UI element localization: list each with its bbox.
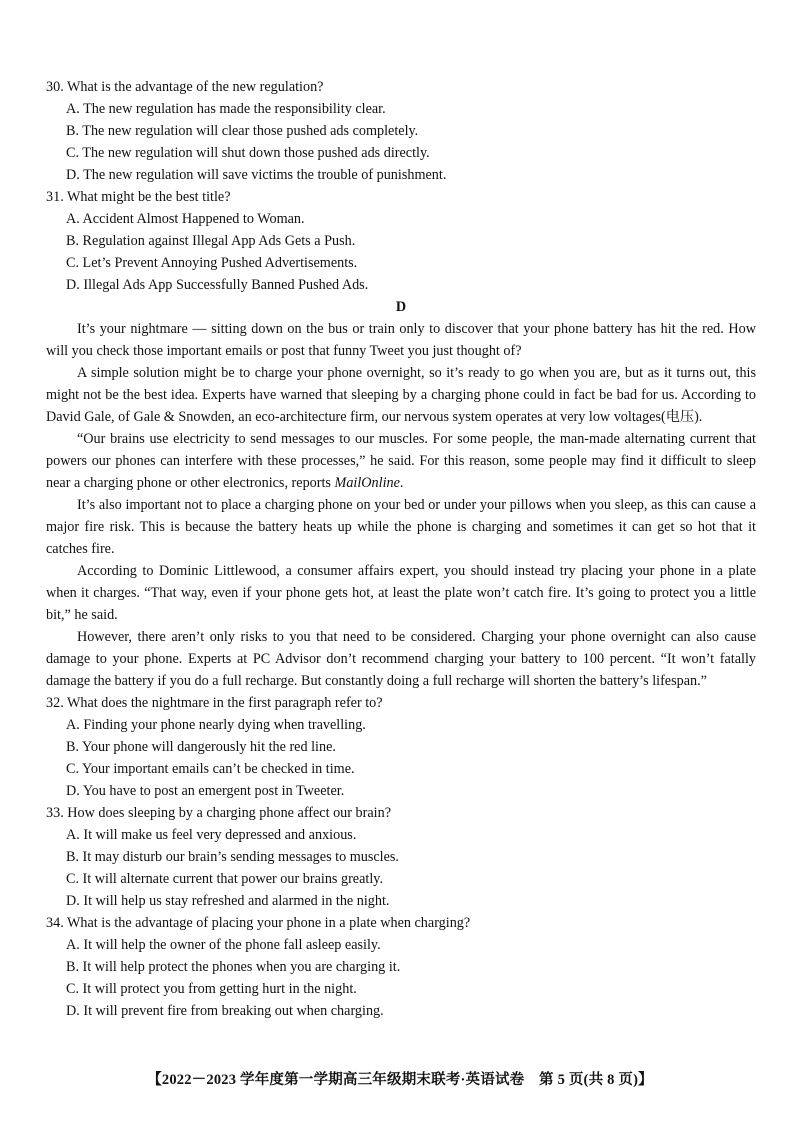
option-c: C. Let’s Prevent Annoying Pushed Advertisements.	[66, 255, 358, 271]
option-c: C. It will protect you from getting hurt in the night.	[66, 981, 357, 997]
question-33	[46, 802, 756, 912]
passage-heading: D	[395, 299, 407, 315]
option-d: D. It will help us stay refreshed and alarmed in the night.	[66, 893, 390, 909]
question-stem: 34. What is the advantage of placing your phone in a plate when charging?	[46, 915, 471, 931]
option-d: D. Illegal Ads App Successfully Banned Pushed Ads.	[66, 277, 369, 293]
paragraph-3	[46, 428, 756, 494]
option-c: C. Your important emails can’t be checked in time.	[66, 761, 355, 777]
question-30	[46, 76, 756, 186]
paragraph-5: According to Dominic Littlewood, a consumer affairs expert, you should instead try placing your phone in a plate when it charges. “That way, even if your phone gets hot, at least the plate won’t catch fire. It’s going to protect you a little bit,” he said.	[46, 563, 756, 623]
option-a: A. It will help the owner of the phone fall asleep easily.	[66, 937, 381, 953]
option-b: B. Your phone will dangerously hit the red line.	[66, 739, 336, 755]
option-c: C. It will alternate current that power our brains greatly.	[66, 871, 384, 887]
paragraph-2: A simple solution might be to charge your phone overnight, so it’s ready to go when you are, but as it turns out, this might not be the best idea. Experts have warned that sleeping by a charging phone could in fact be bad for us. According to David Gale, of Gale & Snowden, an eco-architecture firm, our nervous system operates at very low voltages(电压).	[46, 365, 756, 425]
paragraph-3-text: “Our brains use electricity to send messages to our muscles. For some people, the man-made alternating current that powers our phones can interfere with these processes,” he said. For this reason, some people may find it difficult to sleep near a charging phone or other electronics, reports	[46, 431, 756, 491]
page-footer: 【2022－2023 学年度第一学期高三年级期末联考·英语试卷 第 5 页(共 8 页)】	[147, 1072, 653, 1088]
paragraph-6: However, there aren’t only risks to you that need to be considered. Charging your phone overnight can also cause damage to your phone. Experts at PC Advisor don’t recommend charging your battery to 100 percent. “It won’t fatally damage the battery if you do a full recharge. But constantly doing a full recharge will shorten the battery’s lifespan.”	[46, 629, 756, 689]
question-stem: 32. What does the nightmare in the first paragraph refer to?	[46, 695, 383, 711]
question-stem: 31. What might be the best title?	[46, 189, 231, 205]
question-stem: 33. How does sleeping by a charging phone affect our brain?	[46, 805, 391, 821]
option-a: A. The new regulation has made the responsibility clear.	[66, 101, 386, 117]
option-d: D. You have to post an emergent post in Tweeter.	[66, 783, 345, 799]
option-b: B. It may disturb our brain’s sending messages to muscles.	[66, 849, 399, 865]
paragraph-4: It’s also important not to place a charging phone on your bed or under your pillows when you sleep, as this can cause a major fire risk. This is because the battery heats up while the phone is charging and sometimes it can get so hot that it catches fire.	[46, 497, 756, 557]
option-c: C. The new regulation will shut down those pushed ads directly.	[66, 145, 430, 161]
option-a: A. Accident Almost Happened to Woman.	[66, 211, 305, 227]
option-b: B. It will help protect the phones when you are charging it.	[66, 959, 401, 975]
question-32	[46, 692, 756, 802]
question-stem: 30. What is the advantage of the new regulation?	[46, 79, 324, 95]
paragraph-3-end: .	[399, 475, 404, 491]
option-a: A. It will make us feel very depressed and anxious.	[66, 827, 357, 843]
exam-page	[46, 76, 756, 1022]
option-b: B. Regulation against Illegal App Ads Gets a Push.	[66, 233, 356, 249]
option-b: B. The new regulation will clear those pushed ads completely.	[66, 123, 419, 139]
source-name: MailOnline	[334, 475, 400, 491]
option-a: A. Finding your phone nearly dying when travelling.	[66, 717, 366, 733]
option-d: D. The new regulation will save victims the trouble of punishment.	[66, 167, 447, 183]
paragraph-1: It’s your nightmare — sitting down on the bus or train only to discover that your phone battery has hit the red. How will you check those important emails or post that funny Tweet you just thought of?	[46, 321, 756, 359]
option-d: D. It will prevent fire from breaking out when charging.	[66, 1003, 384, 1019]
question-31	[46, 186, 756, 296]
question-34	[46, 912, 756, 1022]
